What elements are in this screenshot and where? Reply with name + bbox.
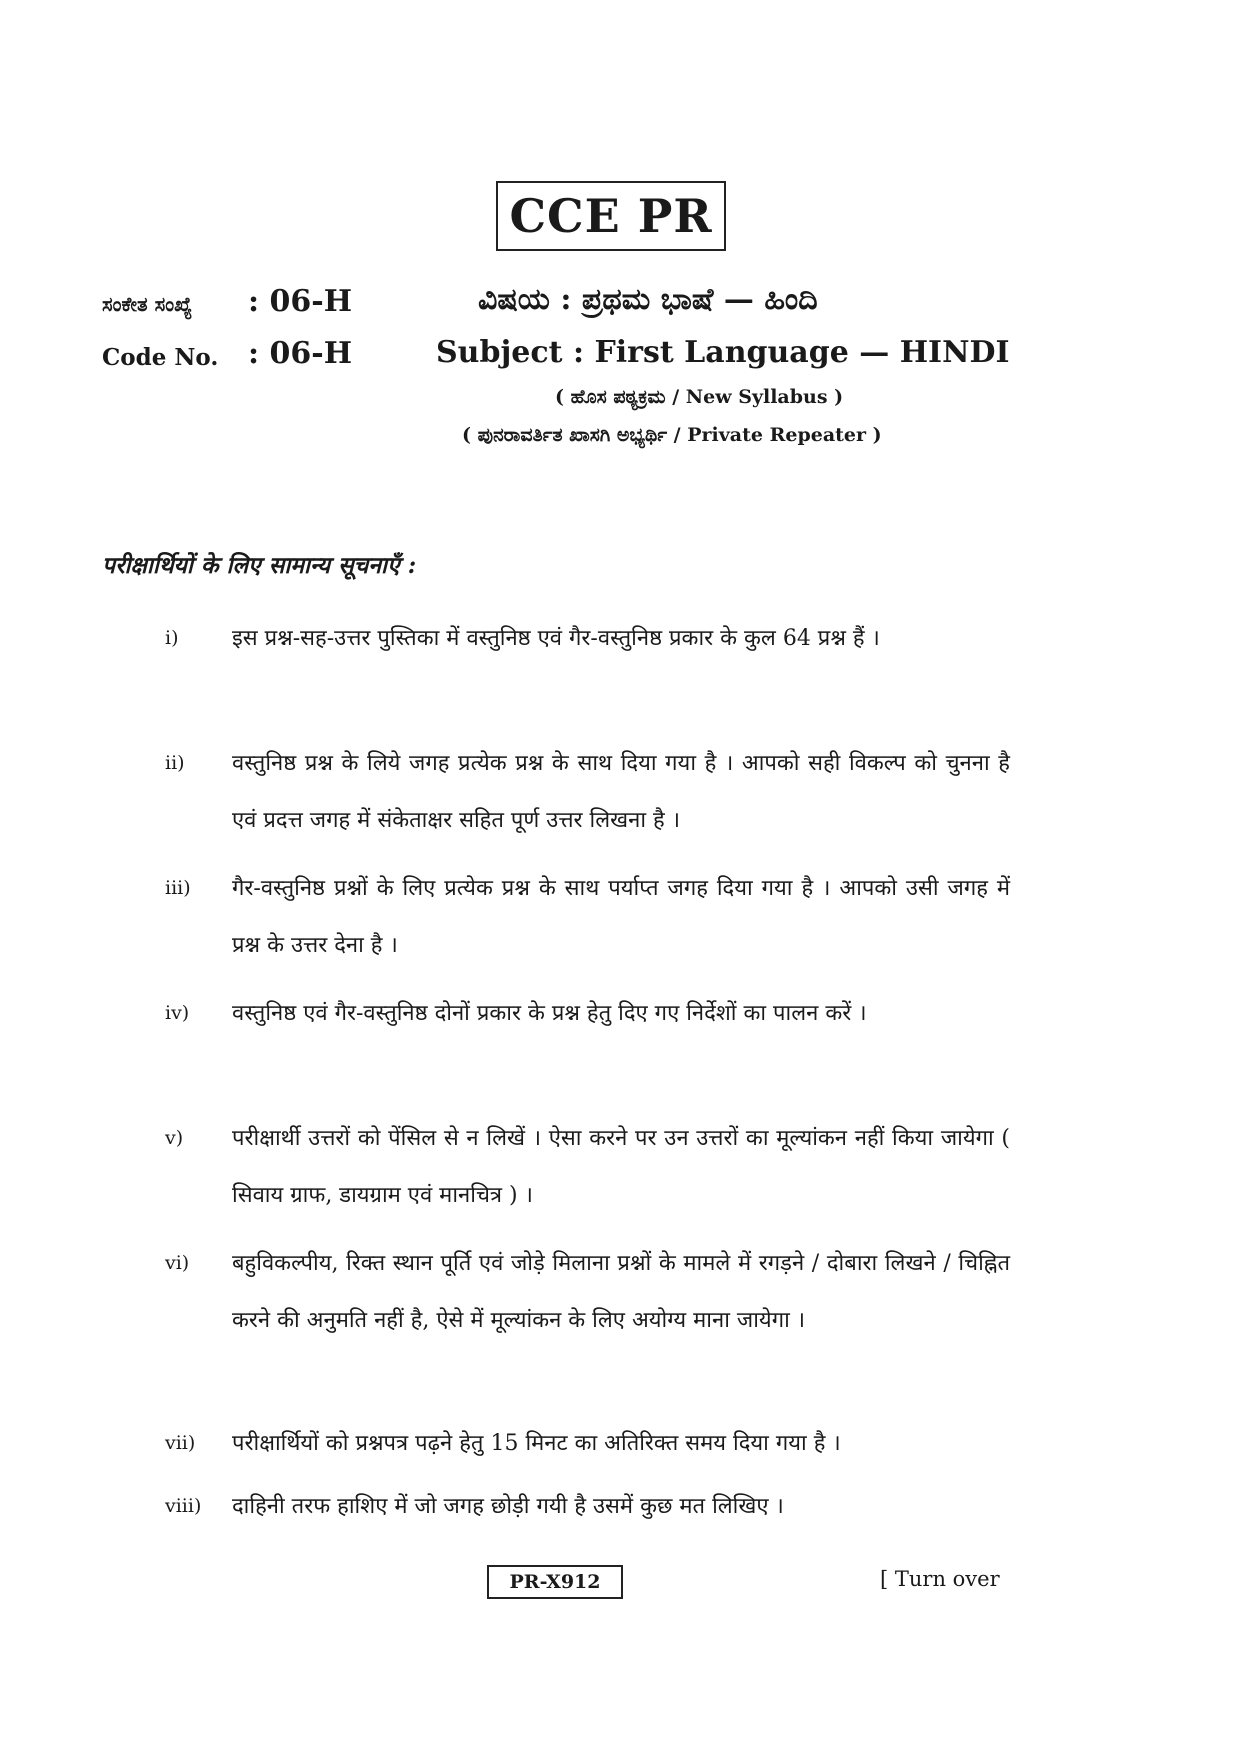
instructions-heading: परीक्षार्थियों के लिए सामान्य सूचनाएँ :	[102, 552, 417, 579]
instruction-item	[165, 1478, 1010, 1535]
instruction-text: दाहिनी तरफ हाशिए में जो जगह छोड़ी गयी है उसमें कुछ मत लिखिए ।	[232, 1494, 784, 1519]
code-value-english-row: : 06-H	[248, 336, 353, 371]
instruction-text: गैर-वस्तुनिष्ठ प्रश्नों के लिए प्रत्येक प्रश्न के साथ पर्याप्त जगह दिया गया है । आपको उसी जगह में प्रश्न के उत्तर देना है ।	[232, 876, 1010, 958]
code-value-kannada-row: : 06-H	[248, 284, 353, 319]
instruction-text: इस प्रश्न-सह-उत्तर पुस्तिका में वस्तुनिष्ठ एवं गैर-वस्तुनिष्ठ प्रकार के कुल 64 प्रश्न हैं ।	[232, 626, 880, 651]
instruction-number: v)	[165, 1127, 184, 1149]
instruction-text: परीक्षार्थियों को प्रश्नपत्र पढ़ने हेतु 15 मिनट का अतिरिक्त समय दिया गया है ।	[232, 1431, 841, 1456]
code-value: 06-H	[269, 336, 353, 371]
exam-title-box	[496, 181, 726, 251]
instruction-item	[165, 1415, 1010, 1472]
subject-kannada: ವಿಷಯ : ಪ್ರಥಮ ಭಾಷೆ — ಹಿಂದಿ	[478, 282, 818, 317]
instruction-text: वस्तुनिष्ठ प्रश्न के लिये जगह प्रत्येक प्रश्न के साथ दिया गया है । आपको सही विकल्प को चुनना है एवं प्रदत्त जगह में संकेताक्षर सहित पूर्ण उत्तर लिखना है ।	[232, 751, 1010, 833]
instruction-number: vi)	[165, 1252, 190, 1274]
exam-title: CCE PR	[509, 189, 713, 243]
code-value: 06-H	[269, 284, 353, 319]
subject-english: Subject : First Language — HINDI	[436, 335, 1010, 370]
instruction-item	[165, 860, 1010, 974]
paper-code: PR-X912	[509, 1571, 601, 1593]
instruction-item	[165, 1110, 1010, 1224]
instruction-item	[165, 735, 1010, 849]
candidate-type-note: ( ಪುನರಾವರ್ತಿತ ಖಾಸಗಿ ಅಭ್ಯರ್ಥಿ / Private Repeater )	[462, 424, 882, 446]
instruction-item	[165, 610, 1010, 667]
instruction-number: i)	[165, 627, 179, 649]
turn-over-note: [ Turn over	[880, 1567, 1000, 1591]
instruction-text: परीक्षार्थी उत्तरों को पेंसिल से न लिखें । ऐसा करने पर उन उत्तरों का मूल्यांकन नहीं किया जायेगा ( सिवाय ग्राफ, डायग्राम एवं मानचित्र ) ।	[232, 1126, 1010, 1208]
instruction-item	[165, 985, 1010, 1042]
syllabus-note: ( ಹೊಸ ಪಠ್ಯಕ್ರಮ / New Syllabus )	[555, 386, 844, 408]
instruction-number: viii)	[165, 1495, 202, 1517]
instruction-number: ii)	[165, 752, 185, 774]
paper-code-box	[487, 1565, 623, 1599]
code-label-english: Code No.	[102, 344, 219, 371]
code-label-kannada: ಸಂಕೇತ ಸಂಖ್ಯೆ	[102, 292, 193, 316]
instruction-item	[165, 1235, 1010, 1349]
instruction-text: बहुविकल्पीय, रिक्त स्थान पूर्ति एवं जोड़े मिलाना प्रश्नों के मामले में रगड़ने / दोबारा लिखने / चिह्नित करने की अनुमति नहीं है, ऐसे में मूल्यांकन के लिए अयोग्य माना जायेगा ।	[232, 1251, 1010, 1333]
instruction-number: iv)	[165, 1002, 190, 1024]
instruction-number: iii)	[165, 877, 191, 899]
instruction-number: vii)	[165, 1432, 196, 1454]
instruction-text: वस्तुनिष्ठ एवं गैर-वस्तुनिष्ठ दोनों प्रकार के प्रश्न हेतु दिए गए निर्देशों का पालन करें ।	[232, 1001, 867, 1026]
